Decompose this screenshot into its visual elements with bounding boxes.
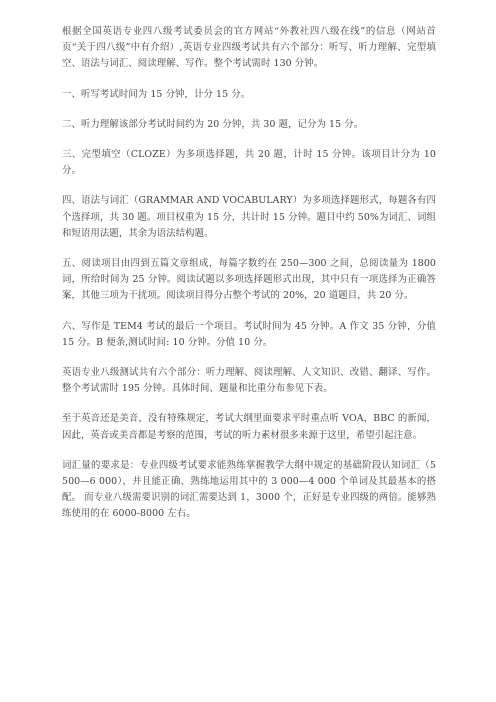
accent-paragraph: 至于英音还是美音，没有特殊规定，考试大纲里面要求平时重点听 VOA，BBC 的新闻，因此，英音或美音都是考察的范围，考试的听力素材很多来源于这里，希望引起注意。 (62, 413, 436, 441)
tem8-overview-paragraph: 英语专业八级测试共有六个部分：听力理解、阅读理解、人文知识、改错、翻译、写作。整个考试需时 195 分钟。具体时间、题量和比重分布参见下表。 (62, 367, 436, 395)
section-cloze-paragraph: 三、完型填空（CLOZE）为多项选择题，共 20 题，计时 15 分钟。该项目计分为 10 分。 (62, 149, 436, 177)
section-listening-paragraph: 二、听力理解该部分考试时间约为 20 分钟，共 30 题，记分为 15 分。 (62, 118, 364, 130)
section-dictation-paragraph: 一、听写考试时间为 15 分钟，计分 15 分。 (62, 88, 251, 100)
intro-paragraph: 根据全国英语专业四八级考试委员会的官方网站“外教社四八级在线”的信息（网站首页“关于四八级”中有介绍）,英语专业四级考试共有六个部分：听写、听力理解、完型填空、语法与词汇、阅读理解、写作。整个考试需时 130 分钟。 (62, 26, 436, 70)
document-page (62, 24, 436, 537)
section-writing-paragraph: 六、写作是 TEM4 考试的最后一个项目。考试时间为 45 分钟。A 作文 35 分钟，分值 15 分。B 便条,测试时间: 10 分钟。分值 10 分。 (62, 320, 436, 348)
section-grammar-vocabulary-paragraph: 四、语法与词汇（GRAMMAR AND VOCABULARY）为多项选择题形式，每题各有四个选择项，共 30 题。项目权重为 15 分，共计时 15 分钟。题目中约 50%为词汇、词组和短语用法题，其余为语法结构题。 (62, 195, 436, 239)
section-reading-paragraph: 五、阅读项目由四到五篇文章组成，每篇字数约在 250—300 之间，总阅读量为 1800 词，所给时间为 25 分钟。阅读试题以多项选择题形式出现，其中只有一项选择为正确答案，其他三项为干扰项。阅读项目得分占整个考试的 20%，20 道题目，共 20 分。 (62, 258, 436, 302)
vocabulary-paragraph: 词汇量的要求是：专业四级考试要求能熟练掌握教学大纲中规定的基础阶段认知词汇（5 500—6 000），并且能正确、熟练地运用其中的 3 000—4 000 个单词及其最基本的搭配。 而专业八级需要识别的词汇需要达到 1，3000 个，正好是专业四级的两倍。能够熟练使用的在 6000-8000 左右。 (62, 459, 436, 520)
